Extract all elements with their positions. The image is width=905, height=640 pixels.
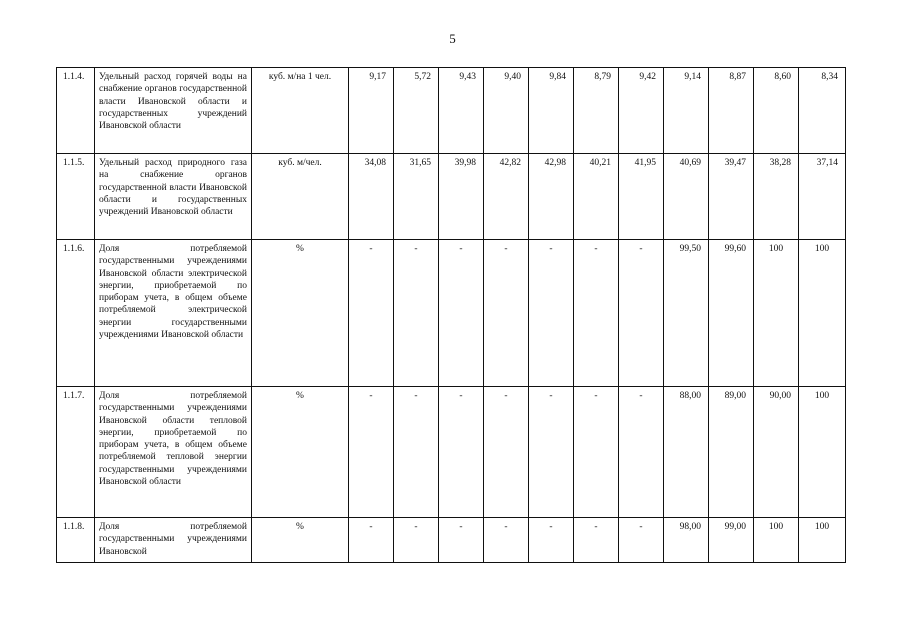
value-cell: - [394, 240, 439, 387]
table-row [57, 518, 846, 563]
value-cell: - [394, 518, 439, 563]
table-row [57, 68, 846, 154]
value-cell: - [619, 240, 664, 387]
value-cell: 99,60 [709, 240, 754, 387]
value-cell: - [574, 518, 619, 563]
value-cell: 89,00 [709, 387, 754, 518]
indicator-name-cell: Удельный расход горячей воды на снабжение органов государственной власти Ивановской области и государственных учреждений Ивановской области [95, 68, 252, 154]
value-cell: 39,98 [439, 154, 484, 240]
row-number-cell: 1.1.8. [57, 518, 95, 563]
value-cell: 9,14 [664, 68, 709, 154]
value-cell: 100 [799, 518, 846, 563]
value-cell: - [439, 240, 484, 387]
table-row [57, 154, 846, 240]
value-cell: - [619, 518, 664, 563]
unit-cell: % [252, 518, 349, 563]
value-cell: 98,00 [664, 518, 709, 563]
unit-cell: куб. м/чел. [252, 154, 349, 240]
value-cell: 100 [799, 387, 846, 518]
table-row [57, 387, 846, 518]
value-cell: - [619, 387, 664, 518]
value-cell: - [529, 240, 574, 387]
value-cell: 9,40 [484, 68, 529, 154]
value-cell: 40,21 [574, 154, 619, 240]
value-cell: 100 [799, 240, 846, 387]
value-cell: 39,47 [709, 154, 754, 240]
value-cell: 99,50 [664, 240, 709, 387]
value-cell: 99,00 [709, 518, 754, 563]
value-cell: 9,84 [529, 68, 574, 154]
value-cell: 9,17 [349, 68, 394, 154]
value-cell: - [439, 387, 484, 518]
value-cell: - [349, 240, 394, 387]
unit-cell: % [252, 387, 349, 518]
value-cell: - [349, 387, 394, 518]
value-cell: 90,00 [754, 387, 799, 518]
row-number-cell: 1.1.7. [57, 387, 95, 518]
indicator-name-cell: Доля потребляемой государственными учреждениями Ивановской области тепловой энергии, приобретаемой по приборам учета, в общем объеме потребляемой тепловой энергии государственными учреждениями Ивановской области [95, 387, 252, 518]
unit-cell: куб. м/на 1 чел. [252, 68, 349, 154]
value-cell: - [484, 387, 529, 518]
value-cell: - [484, 240, 529, 387]
page-number: 5 [449, 31, 456, 46]
table-row [57, 240, 846, 387]
value-cell: 40,69 [664, 154, 709, 240]
value-cell: - [439, 518, 484, 563]
value-cell: 41,95 [619, 154, 664, 240]
value-cell: 100 [754, 518, 799, 563]
value-cell: 100 [754, 240, 799, 387]
value-cell: - [349, 518, 394, 563]
value-cell: - [529, 387, 574, 518]
value-cell: - [574, 387, 619, 518]
value-cell: 38,28 [754, 154, 799, 240]
unit-cell: % [252, 240, 349, 387]
row-number-cell: 1.1.6. [57, 240, 95, 387]
value-cell: 8,79 [574, 68, 619, 154]
value-cell: 9,42 [619, 68, 664, 154]
indicator-name-cell: Удельный расход природного газа на снабжение органов государственной власти Ивановской области и государственных учреждений Ивановской области [95, 154, 252, 240]
indicator-name-cell: Доля потребляемой государственными учреждениями Ивановской области электрической энергии, приобретаемой по приборам учета, в общем объеме потребляемой электрической энергии государственными учреждениями Ивановской области [95, 240, 252, 387]
value-cell: 5,72 [394, 68, 439, 154]
value-cell: 9,43 [439, 68, 484, 154]
row-number-cell: 1.1.4. [57, 68, 95, 154]
value-cell: 42,98 [529, 154, 574, 240]
indicators-table [56, 67, 846, 563]
value-cell: 37,14 [799, 154, 846, 240]
value-cell: - [529, 518, 574, 563]
value-cell: 8,34 [799, 68, 846, 154]
value-cell: 34,08 [349, 154, 394, 240]
value-cell: 8,60 [754, 68, 799, 154]
value-cell: 88,00 [664, 387, 709, 518]
indicator-name-cell: Доля потребляемой государственными учреждениями Ивановской [95, 518, 252, 563]
row-number-cell: 1.1.5. [57, 154, 95, 240]
value-cell: - [394, 387, 439, 518]
value-cell: 42,82 [484, 154, 529, 240]
value-cell: - [574, 240, 619, 387]
value-cell: 31,65 [394, 154, 439, 240]
value-cell: - [484, 518, 529, 563]
value-cell: 8,87 [709, 68, 754, 154]
